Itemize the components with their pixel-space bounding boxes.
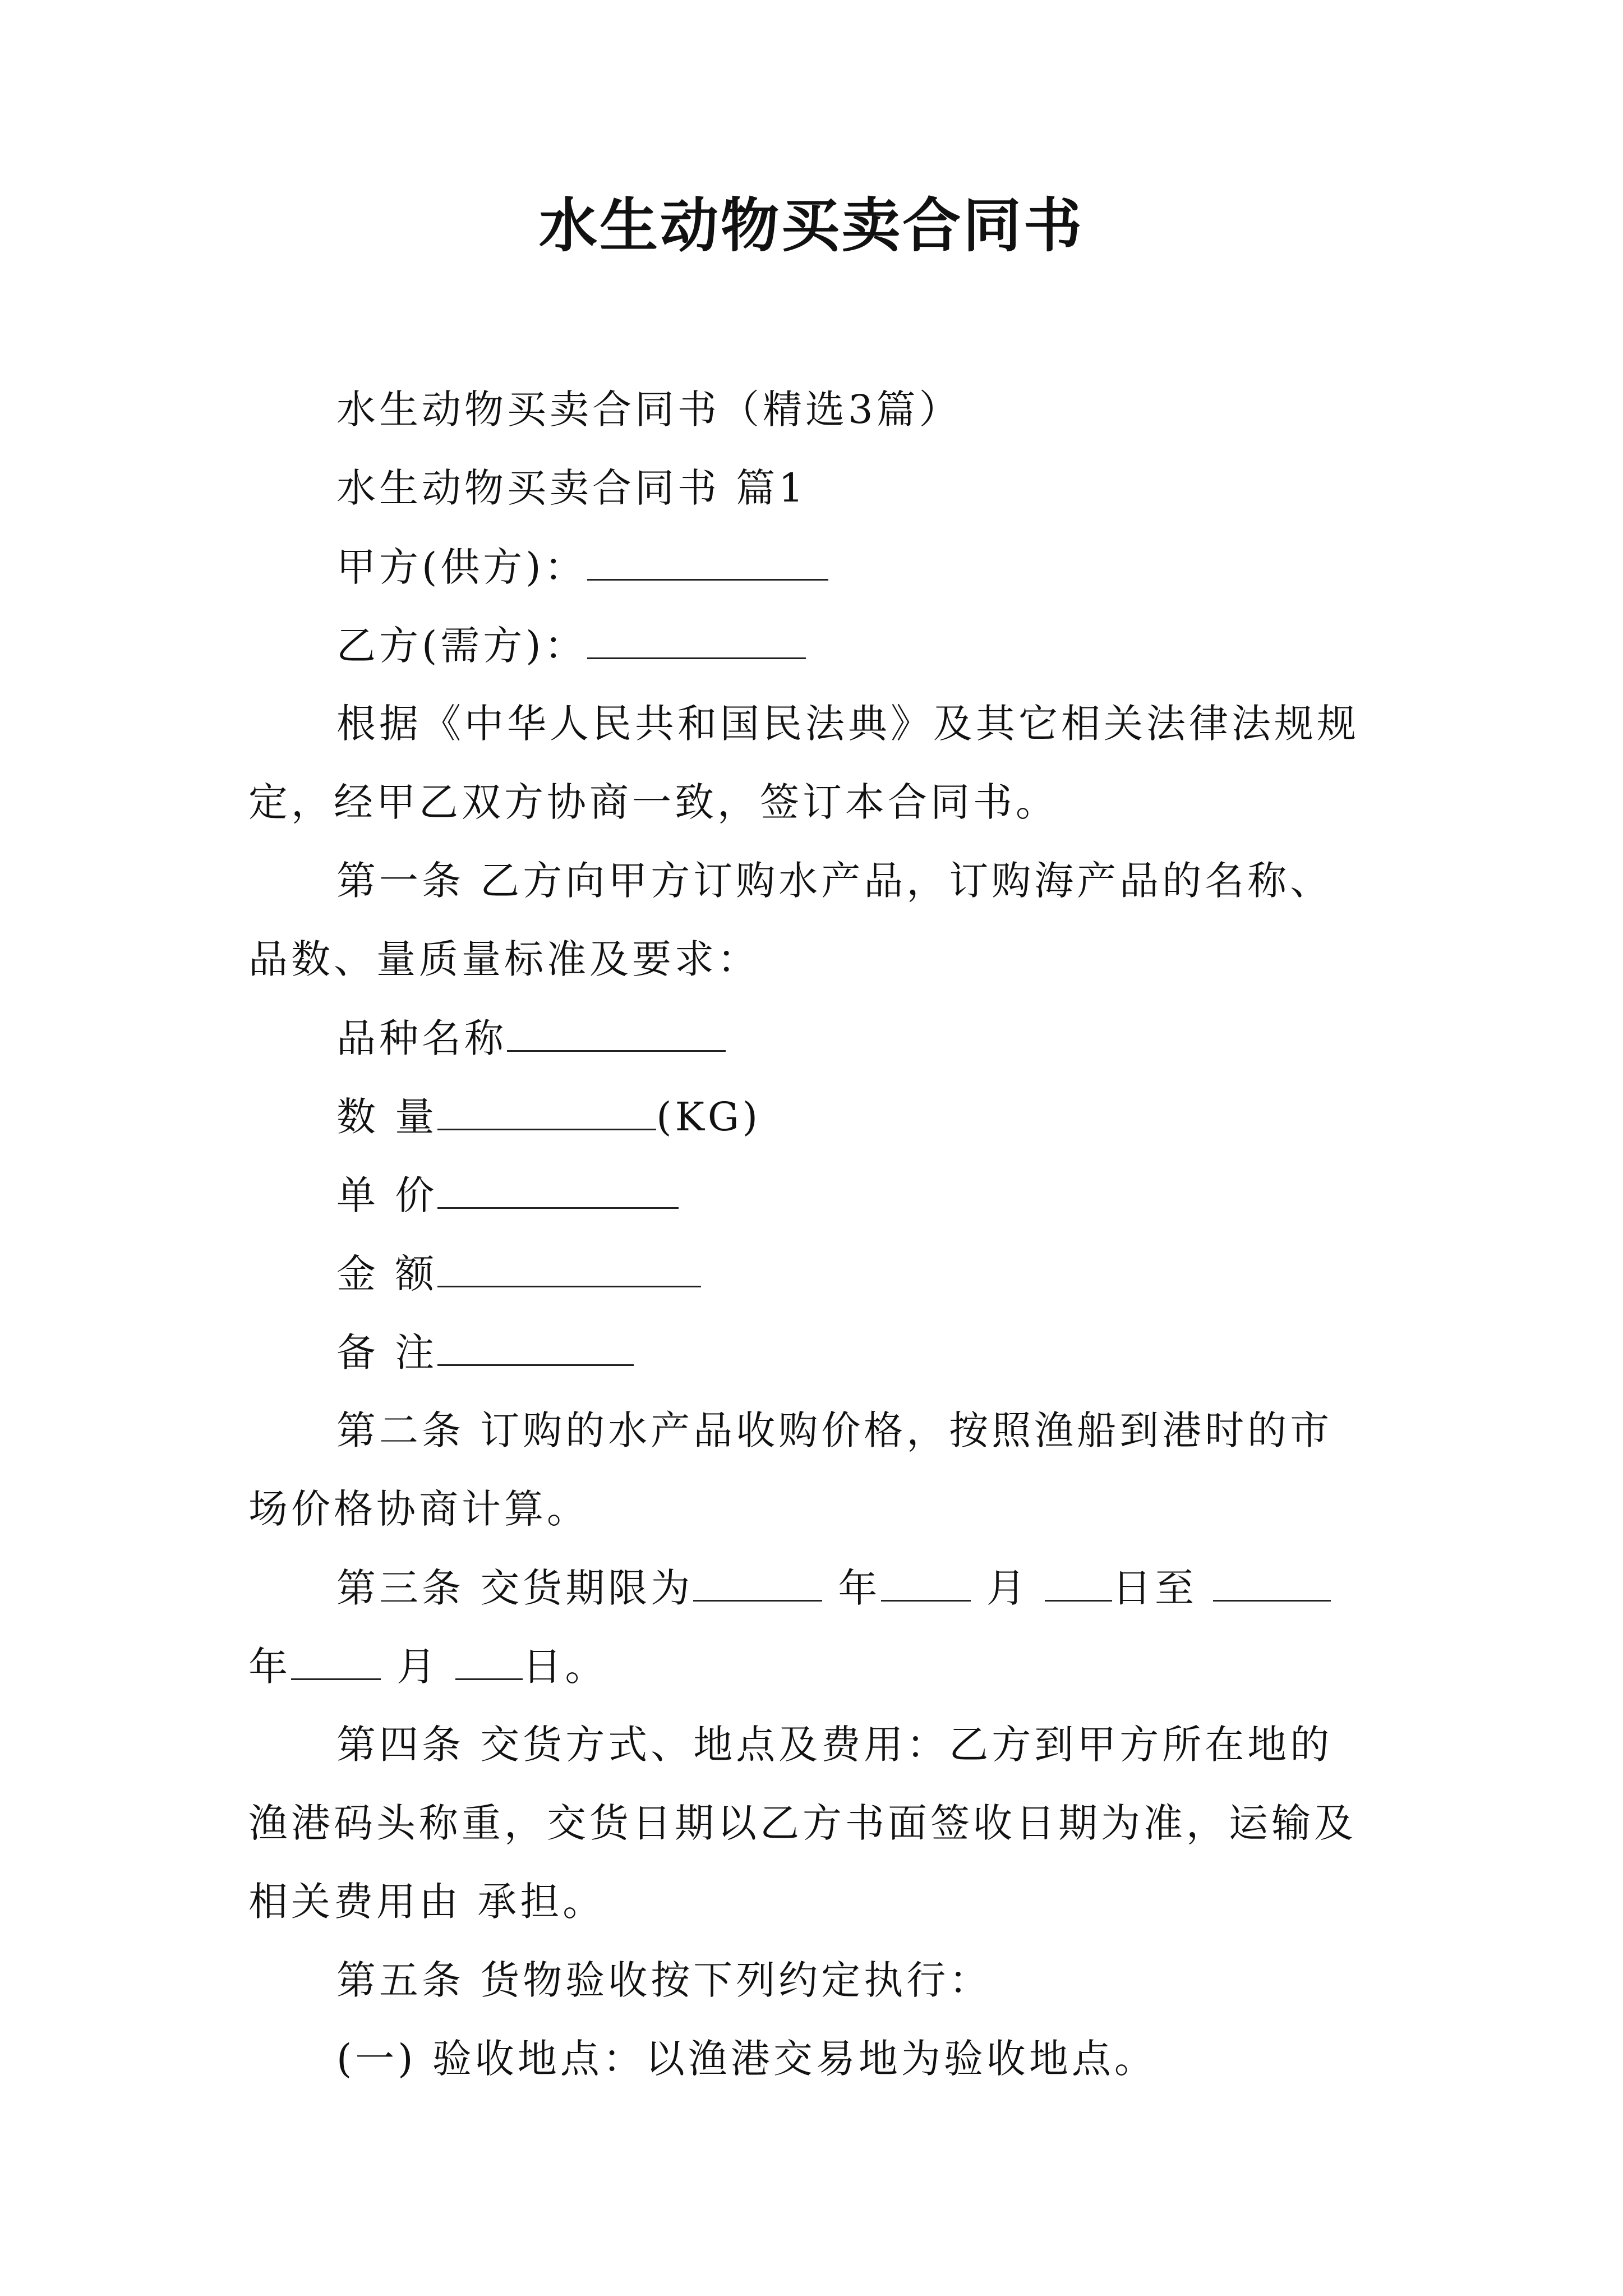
article-5-item-1: (一) 验收地点：以渔港交易地为验收地点。 (336, 2036, 1157, 2082)
field-quantity (336, 1093, 761, 1140)
end-year-blank (1213, 1564, 1331, 1602)
field-variety-name-blank (507, 1014, 726, 1052)
start-day-to-label: 日至 (1112, 1565, 1198, 1611)
party-b-blank (587, 622, 806, 659)
start-year-blank (693, 1564, 822, 1602)
end-day-blank (455, 1642, 523, 1680)
document-subtitle: 水生动物买卖合同书（精选3篇） (336, 386, 962, 432)
field-note-label: 备 注 (336, 1329, 438, 1375)
party-a-blank (587, 543, 828, 581)
end-year-label: 年 (248, 1644, 291, 1690)
field-variety-name-label: 品种名称 (336, 1015, 507, 1061)
field-note-blank (437, 1328, 634, 1366)
end-day-label: 日。 (522, 1644, 608, 1690)
field-unit-price-blank (437, 1171, 679, 1209)
article-5-heading: 第五条 货物验收按下列约定执行： (336, 1957, 992, 2003)
basis-paragraph-line-2: 定，经甲乙双方协商一致，签订本合同书。 (248, 779, 1058, 825)
start-year-label: 年 (838, 1565, 881, 1611)
field-quantity-unit: (KG) (656, 1094, 762, 1140)
article-3-line-1 (336, 1564, 1331, 1612)
field-amount (336, 1250, 701, 1297)
field-unit-price-label: 单 价 (336, 1172, 438, 1218)
article-1-line-2: 品数、量质量标准及要求： (248, 936, 760, 982)
start-month-blank (881, 1564, 971, 1602)
article-4-line-1: 第四条 交货方式、地点及费用：乙方到甲方所在地的 (336, 1722, 1333, 1768)
field-note (336, 1328, 634, 1376)
field-variety-name (336, 1014, 726, 1062)
party-b-line (336, 622, 806, 669)
start-month-label: 月 (986, 1565, 1029, 1611)
article-3-prefix: 第三条 交货期限为 (336, 1565, 694, 1611)
chapter-heading: 水生动物买卖合同书 篇1 (336, 465, 807, 511)
article-4-line-2: 渔港码头称重，交货日期以乙方书面签收日期为准，运输及 (248, 1800, 1357, 1846)
article-3-line-2 (248, 1642, 608, 1690)
field-amount-label: 金 额 (336, 1251, 438, 1297)
party-a-line (336, 543, 828, 591)
article-2-line-2: 场价格协商计算。 (248, 1486, 589, 1532)
party-a-label: 甲方(供方)： (336, 544, 587, 590)
end-month-label: 月 (396, 1644, 440, 1690)
article-4-line-3: 相关费用由 承担。 (248, 1879, 606, 1925)
article-1-line-1: 第一条 乙方向甲方订购水产品，订购海产品的名称、 (336, 858, 1333, 904)
field-amount-blank (437, 1250, 701, 1287)
basis-paragraph-line-1: 根据《中华人民共和国民法典》及其它相关法律法规规 (336, 701, 1359, 747)
article-2-line-1: 第二条 订购的水产品收购价格，按照渔船到港时的市 (336, 1407, 1333, 1453)
document-title: 水生动物买卖合同书 (538, 191, 1084, 260)
field-quantity-label: 数 量 (336, 1094, 438, 1140)
party-b-label: 乙方(需方)： (336, 623, 587, 669)
start-day-blank (1045, 1564, 1112, 1602)
end-month-blank (291, 1642, 381, 1680)
field-quantity-blank (437, 1093, 656, 1130)
field-unit-price (336, 1171, 679, 1219)
